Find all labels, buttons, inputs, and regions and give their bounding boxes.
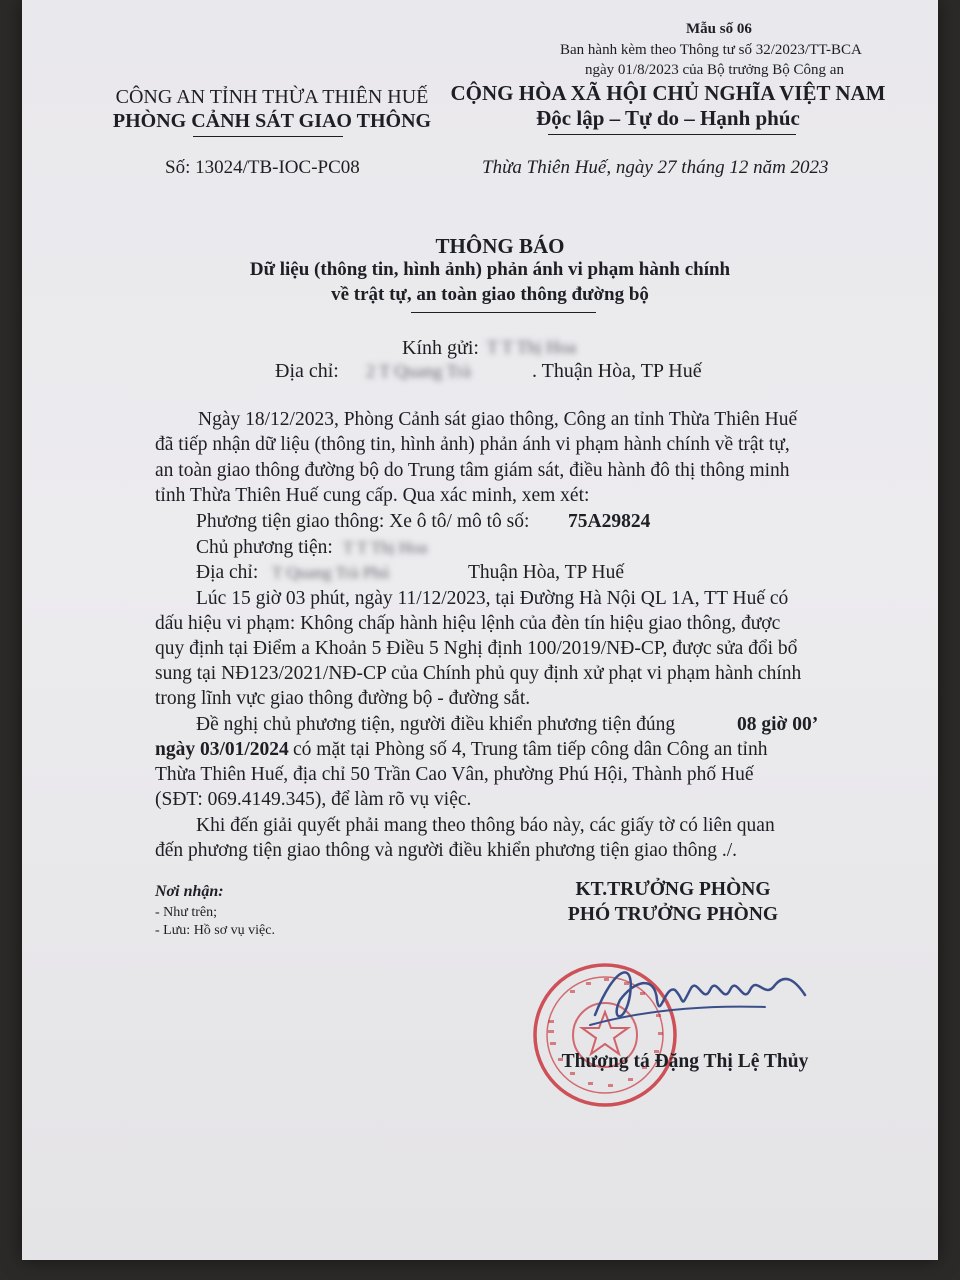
signer-title-2: PHÓ TRƯỞNG PHÒNG [567,904,779,925]
recipient-item-2: - Lưu: Hồ sơ vụ việc. [155,923,275,938]
kinh-gui-label: Kính gửi: [402,337,479,359]
dia-chi-label: Địa chỉ: [275,360,339,382]
p2-line-3: quy định tại Điểm a Khoản 5 Điều 5 Nghị định 100/2019/NĐ-CP, được sửa đổi bổ [155,638,798,659]
p2-line-2: dấu hiệu vi phạm: Không chấp hành hiệu lệnh của đèn tín hiệu giao thông, được [155,613,781,634]
dia-chi-value-redacted: 2 T Quang Trà [366,361,471,381]
owner-value-redacted: T T Thị Hoa [343,538,428,557]
vehicle-plate: 75A29824 [568,511,651,532]
header-left-underline [193,136,343,137]
issued-date: ngày 01/8/2023 của Bộ trưởng Bộ Công an [585,62,844,78]
p4-line-1: Khi đến giải quyết phải mang theo thông báo này, các giấy tờ có liên quan [196,815,775,836]
p3-line-1a: Đề nghị chủ phương tiện, người điều khiển phương tiện đúng [196,714,676,735]
title-line-2: về trật tự, an toàn giao thông đường bộ [331,284,649,305]
p3-line-3: Thừa Thiên Huế, địa chỉ 50 Trần Cao Vân, phường Phú Hội, Thành phố Huế [155,764,754,785]
form-number: Mẫu số 06 [686,21,752,37]
vehicle-label: Phương tiện giao thông: Xe ô tô/ mô tô số: [196,511,530,532]
national-motto: Độc lập – Tự do – Hạnh phúc [536,106,800,130]
owner-address-redacted: T Quang Trà Phú [272,563,390,582]
title-line-1: Dữ liệu (thông tin, hình ảnh) phản ánh vi phạm hành chính [249,259,731,280]
p3-appointment-date: ngày 03/01/2024 [155,739,289,760]
signer-title-1: KT.TRƯỞNG PHÒNG [575,879,771,900]
signer-name: Thượng tá Đặng Thị Lệ Thủy [561,1051,809,1072]
dia-chi-tail: . Thuận Hòa, TP Huế [532,360,702,382]
title-underline [411,312,596,313]
p3-line-2b: có mặt tại Phòng số 4, Trung tâm tiếp công dân Công an tỉnh [293,739,768,760]
p3-line-4: (SĐT: 069.4149.345), để làm rõ vụ việc. [155,789,472,810]
p2-line-5: trong lĩnh vực giao thông đường bộ - đường sắt. [155,688,531,709]
issued-with: Ban hành kèm theo Thông tư số 32/2023/TT-BCA [560,42,862,58]
document-number: Số: 13024/TB-IOC-PC08 [165,157,360,178]
kinh-gui-value-redacted: T T Thị Hoa [487,337,577,357]
p1-line-1: Ngày 18/12/2023, Phòng Cảnh sát giao thông, Công an tỉnh Thừa Thiên Huế [198,409,798,430]
document-title: THÔNG BÁO [435,234,565,258]
place-date: Thừa Thiên Huế, ngày 27 tháng 12 năm 2023 [482,157,829,178]
department-name: PHÒNG CẢNH SÁT GIAO THÔNG [112,110,432,132]
recipient-item-1: - Như trên; [155,905,218,920]
p3-appointment-time: 08 giờ 00’ [737,714,819,735]
signature-icon [585,955,815,1035]
p1-line-4: tỉnh Thừa Thiên Huế cung cấp. Qua xác minh, xem xét: [155,485,590,506]
p1-line-2: đã tiếp nhận dữ liệu (thông tin, hình ảnh) phản ánh vi phạm hành chính về trật tự, [155,434,790,455]
noi-nhan-label: Nơi nhận: [155,883,224,900]
nation-name: CỘNG HÒA XÃ HỘI CHỦ NGHĨA VIỆT NAM [450,81,886,105]
p1-line-3: an toàn giao thông đường bộ do Trung tâm giám sát, điều hành đô thị thông minh [155,460,790,481]
p2-line-4: sung tại NĐ123/2021/NĐ-CP của Chính phủ quy định xử phạt vi phạm hành chính [155,663,802,684]
agency-name: CÔNG AN TỈNH THỪA THIÊN HUẾ [115,86,429,108]
owner-address-tail: Thuận Hòa, TP Huế [468,562,624,583]
owner-address-label: Địa chỉ: [196,562,259,583]
p2-line-1: Lúc 15 giờ 03 phút, ngày 11/12/2023, tại Đường Hà Nội QL 1A, TT Huế có [196,588,789,609]
p4-line-2: đến phương tiện giao thông và người điều khiển phương tiện giao thông ./. [155,840,738,861]
owner-label: Chủ phương tiện: [196,537,333,558]
header-right-underline [548,134,796,135]
